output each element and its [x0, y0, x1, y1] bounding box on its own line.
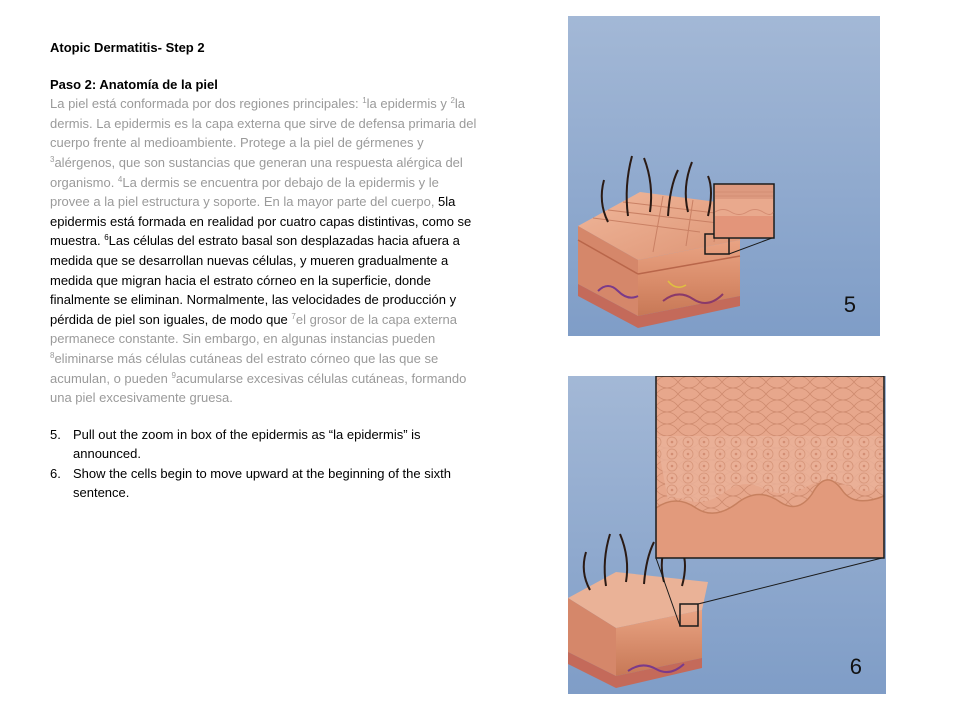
footnote-marker: 2 — [450, 96, 455, 106]
paragraph-segment: La piel está conformada por dos regiones principales: — [50, 96, 363, 112]
paragraph-segment: la epidermis y — [366, 96, 451, 112]
footnote-marker: 4 — [117, 174, 123, 184]
footnote-marker: 1 — [362, 96, 367, 106]
paragraph-segment: La dermis se encuentra por debajo de la epidermis y le provee a la piel estructura y soporte. En la mayor parte del cuerpo, — [50, 174, 439, 210]
section-subtitle: Paso 2: Anatomía de la piel — [50, 76, 218, 92]
footnote-marker: 8 — [50, 350, 55, 360]
paragraph-segment: alérgenos, que son sustancias que generan una respuesta alérgica del organismo. — [50, 154, 463, 190]
footnote-marker: 7 — [291, 311, 296, 321]
note-item: 6. Show the cells begin to move upward at the beginning of the sixth sentence. — [50, 465, 451, 501]
skin-illustration-frame-6 — [568, 376, 886, 694]
frame-number: 5 — [843, 292, 856, 317]
frame-number: 6 — [849, 654, 862, 679]
page-title: Atopic Dermatitis- Step 2 — [50, 40, 205, 55]
paragraph-segment: la dermis. La epidermis es la capa externa que sirve de defensa primaria del cuerpo frente al medioambiente. Protege a la piel de gérmenes y — [50, 96, 477, 151]
epidermis-zoom-inset — [714, 184, 774, 238]
epidermis-zoom-inset — [656, 376, 884, 558]
footnote-marker: 6 — [104, 233, 109, 243]
skin-illustration-frame-5 — [568, 16, 880, 336]
paragraph-segment: 5la epidermis está formada en realidad por cuatro capas distintivas, como se muestra. — [50, 194, 472, 249]
note-item: 5. Pull out the zoom in box of the epidermis as “la epidermis” is announced. — [50, 426, 421, 462]
footnote-marker: 3 — [50, 154, 55, 164]
text-column — [50, 38, 480, 503]
paragraph-segment: eliminarse más células cutáneas del estrato córneo que las que se acumulan, o pueden — [50, 350, 439, 386]
footnote-marker: 9 — [171, 370, 176, 380]
paragraph-segment: el grosor de la capa externa permanece constante. Sin embargo, en algunas instancias pueden — [50, 311, 458, 347]
animation-notes — [50, 425, 480, 503]
narration-paragraph — [50, 94, 480, 408]
paragraph-segment: Las células del estrato basal son desplazadas hacia afuera a medida que se desarrollan nuevas células, y mueren gradualmente a medida que migran hacia el estrato córneo en la superficie, donde finalmente se eliminan. Normalmente, las velocidades de producción y pérdida de piel son iguales, de modo que — [50, 233, 460, 327]
paragraph-segment: acumularse excesivas células cutáneas, formando una piel excesivamente gruesa. — [50, 370, 467, 406]
